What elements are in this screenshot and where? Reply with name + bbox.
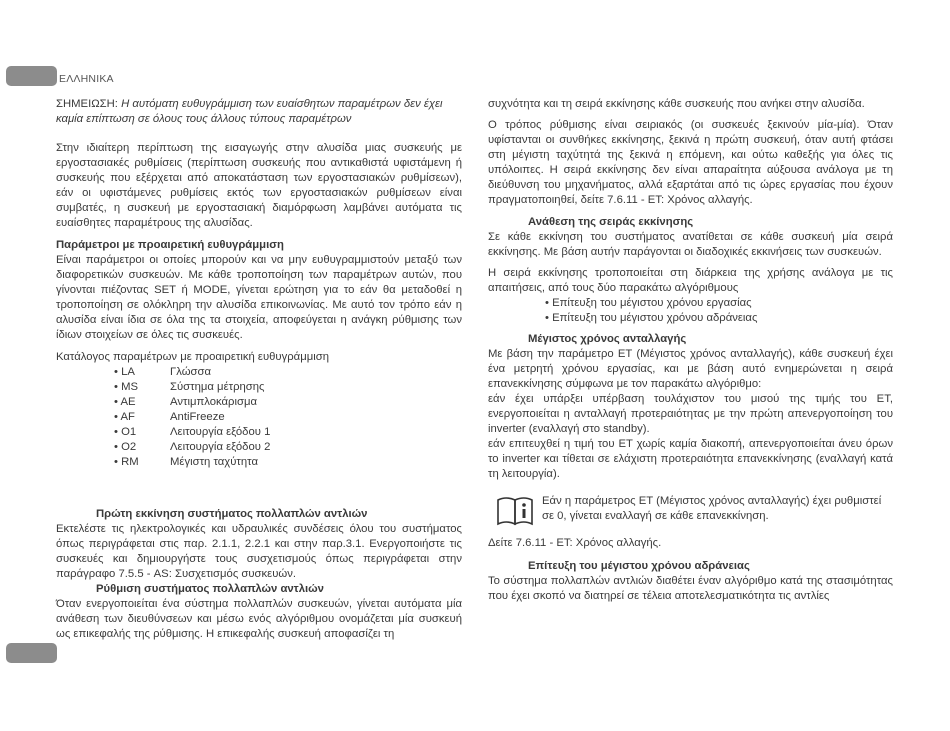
param-list <box>56 365 462 470</box>
note <box>56 97 462 127</box>
list-item: • O1 Λειτουργία εξόδου 1 <box>114 426 271 438</box>
paragraph-factory: Στην ιδιαίτερη περίπτωση της εισαγωγής στην αλυσίδα μιας συσκευής με εργοστασιακές ρυθμίσεις (περίπτωση συσκευής που αντικαθιστά υφιστάμενη ή συσκευής που εξέρχεται από αποκατάσταση των εργοστασιακών ρυθμίσεων), εάν οι υφιστάμενες ρυθμίσεις εκτός των εργοστασιακών ρυθμίσεων είναι συμβατές, η συσκευή με εργοστασιακή διαμόρφωση λαμβάνει αυτόματα τις ευαίσθητες παραμέτρους της αλυσίδας. <box>56 142 462 229</box>
list-item: • AE Αντιμπλοκάρισμα <box>114 396 258 408</box>
list-item: • MS Σύστημα μέτρησης <box>114 381 265 393</box>
note-et-zero: Εάν η παράμετρος ET (Μέγιστος χρόνος ανταλλαγής) έχει ρυθμιστεί σε 0, γίνεται εναλλαγή σε κάθε επανεκκίνηση. <box>542 495 882 522</box>
paragraph-frequency: συχνότητα και τη σειρά εκκίνησης κάθε συσκευής που ανήκει στην αλυσίδα. <box>488 98 865 110</box>
note-label: ΣΗΜΕΙΩΣΗ: <box>56 98 118 110</box>
paragraph-algorithms: Η σειρά εκκίνησης τροποποιείται στη διάρκεια της χρήσης ανάλογα με τις απαιτήσεις, από τους δύο παρακάτω αλγόριθμους <box>488 267 893 294</box>
paragraph-first-start: Εκτελέστε τις ηλεκτρολογικές και υδραυλικές συνδέσεις όλου του συστήματος όπως περιγράφεται στις παρ. 2.1.1, 2.2.1 και στην παρ.3.1. Ενεργοποιήστε τις συσκευές και δημιουργήστε τους συσχετισμούς όπως περιγράφεται στην παράγραφο 7.5.5 - AS: Συσχετισμός συσκευών. <box>56 523 462 580</box>
paragraph-serial: Ο τρόπος ρύθμισης είναι σειριακός (οι συσκευές ξεκινούν μία-μία). Όταν υφίστανται οι συνθήκες εκκίνησης, ξεκινά η πρώτη συσκευή, όταν αυτή φτάσει στη μέγιστη ταχύτητά της ξεκινά η επόμενη, και ούτω καθεξής για όλες τις υπόλοιπες. Η σειρά εκκίνησης δεν είναι απαραίτητα αύξουσα ανάλογα με τη διεύθυνση του μηχανήματος, αλλά εξαρτάται από τις ώρες εργασίας που έχουν πραγματοποιηθεί, δείτε 7.6.11 - ET: Χρόνος αλλαγής. <box>488 119 893 206</box>
paragraph-system-setting: Όταν ενεργοποιείται ένα σύστημα πολλαπλών συσκευών, γίνεται αυτόματα μία ανάθεση των διευθύνσεων και μέσω ενός αλγόριθμου ονομάζεται μία συσκευή ως επικεφαλής της ρύθμισης. Η επικεφαλής συσκευή αποφασίζει τη <box>56 598 462 640</box>
page-tab-bottom <box>6 643 57 663</box>
book-info-icon <box>496 494 534 528</box>
left-column <box>56 97 462 642</box>
paragraph-optional-params: Είναι παράμετροι οι οποίες μπορούν και να μην ευθυγραμμιστούν μεταξύ των διαφορετικών συσκευών. Με κάθε τροποποίηση των παραμέτρων αυτών, που γίνονται πιέζοντας SET ή MODE, γίνεται ερώτηση για το εάν θα μεταδοθεί η τροποποίηση σε ολόκληρη την αλυσίδα επικοινωνίας. Με αυτό τον τρόπο εάν η αλυσίδα είναι ίδια σε όλα της τα στοιχεία, αποφεύγεται η ανάγκη ρύθμισης των ίδιων στοιχείων σε όλες τις συσκευές. <box>56 254 462 341</box>
paragraph-et-reached: εάν επιτευχθεί η τιμή του ET χωρίς καμία διακοπή, απενεργοποιείται άνευ όρων το inverter και τίθεται σε ελάχιστη προτεραιότητα επανεκκίνησης (εναλλαγή κατά τη λειτουργία). <box>488 438 893 480</box>
list-item: • RM Μέγιστη ταχύτητα <box>114 456 258 468</box>
paragraph-idle: Το σύστημα πολλαπλών αντλιών διαθέτει έναν αλγόριθμο κατά της στασιμότητας που έχει σκοπό να διατηρεί σε τέλεια αποτελεσματικότητα τις αντλίες <box>488 575 893 602</box>
note-box <box>496 494 893 528</box>
right-column <box>488 97 893 604</box>
paragraph-et-half: εάν έχει υπάρξει υπέρβαση τουλάχιστον του μισού της τιμής του ET, ενεργοποιείται η ανταλλαγή προτεραιότητας με την πρώτη απενεργοποίηση του inverter (εναλλαγή στο standby). <box>488 393 893 435</box>
list-item: • O2 Λειτουργία εξόδου 2 <box>114 441 271 453</box>
page-tab-top <box>6 66 57 86</box>
heading-idle: Επίτευξη του μέγιστου χρόνου αδράνειας <box>528 560 750 572</box>
algorithm-list <box>488 296 893 326</box>
note-text: Η αυτόματη ευθυγράμμιση των ευαίσθητων παραμέτρων δεν έχει καμία επίπτωση σε όλους τους άλλους τύπους παραμέτρων <box>56 98 443 125</box>
paragraph-et: Με βάση την παράμετρο ET (Μέγιστος χρόνος ανταλλαγής), κάθε συσκευή έχει ένα μετρητή χρόνου εργασίας, και με βάση αυτό ενημερώνεται η σειρά επανεκκίνησης σύμφωνα με τον παρακάτω αλγόριθμο: <box>488 348 893 390</box>
heading-start-order: Ανάθεση της σειράς εκκίνησης <box>528 216 694 228</box>
param-list-title: Κατάλογος παραμέτρων με προαιρετική ευθυγράμμιση <box>56 351 329 363</box>
list-item: • AF AntiFreeze <box>114 411 225 423</box>
heading-first-start: Πρώτη εκκίνηση συστήματος πολλαπλών αντλιών <box>96 508 368 520</box>
see-reference: Δείτε 7.6.11 - ET: Χρόνος αλλαγής. <box>488 537 662 549</box>
paragraph-start-order: Σε κάθε εκκίνηση του συστήματος ανατίθεται σε κάθε συσκευή μία σειρά εκκίνησης. Με βάση αυτήν παράγονται οι διαδοχικές εκκινήσεις των συσκευών. <box>488 231 893 258</box>
heading-system-setting: Ρύθμιση συστήματος πολλαπλών αντλιών <box>96 583 324 595</box>
list-item: • Επίτευξη του μέγιστου χρόνου αδράνειας <box>545 312 758 324</box>
list-item: • Επίτευξη του μέγιστου χρόνου εργασίας <box>545 297 752 309</box>
list-item: • LA Γλώσσα <box>114 366 211 378</box>
heading-max-switch: Μέγιστος χρόνος ανταλλαγής <box>528 333 687 345</box>
heading-optional-params: Παράμετροι με προαιρετική ευθυγράμμιση <box>56 239 284 251</box>
language-label: ΕΛΛΗΝΙΚΑ <box>59 73 114 85</box>
